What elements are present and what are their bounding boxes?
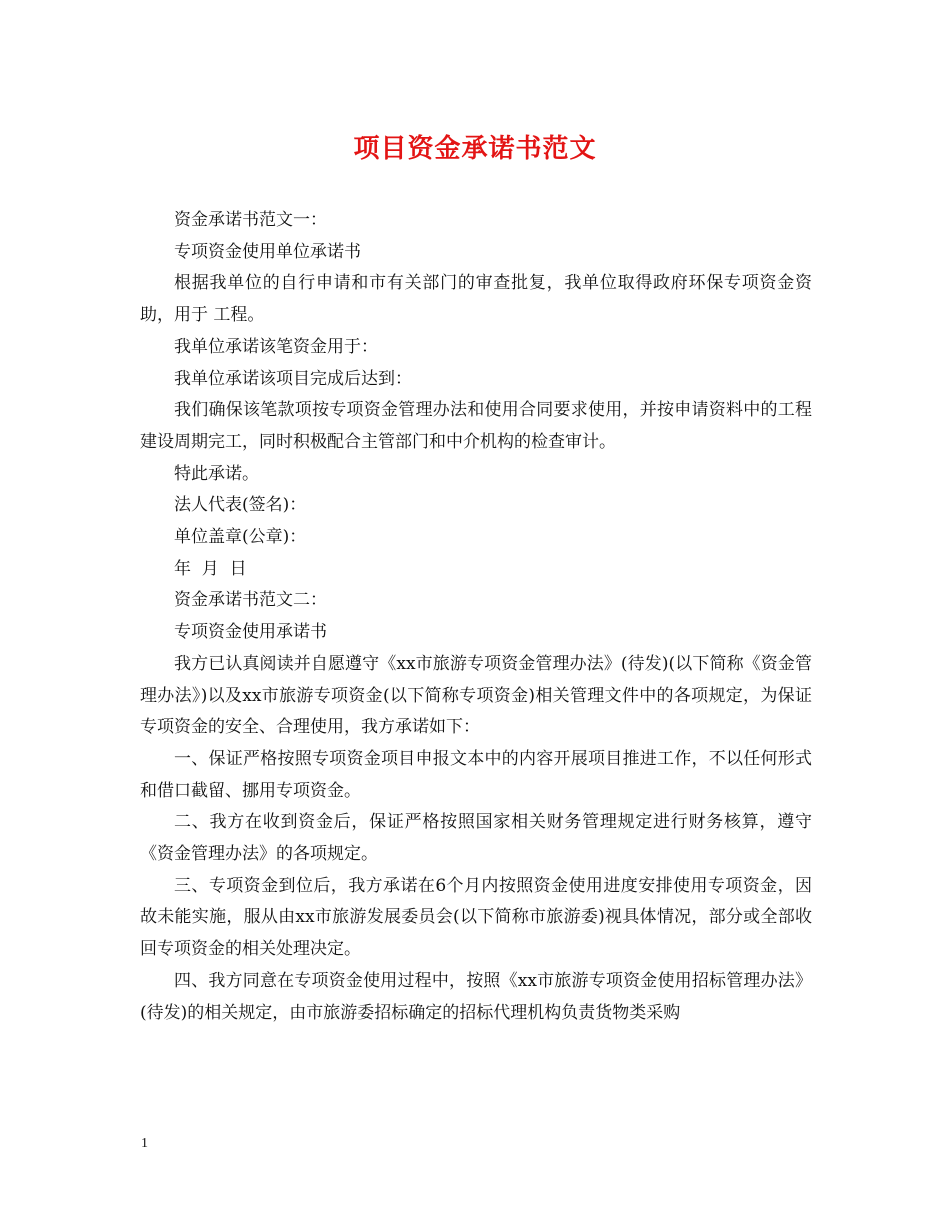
- document-body: [140, 205, 812, 1029]
- paragraph: 我单位承诺该项目完成后达到：: [174, 368, 412, 389]
- paragraph: 年 月 日: [174, 558, 247, 579]
- paragraph: 专项资金使用承诺书: [174, 622, 327, 643]
- document-title: 项目资金承诺书范文: [353, 134, 597, 164]
- paragraph: 二、我方在收到资金后，保证严格按照国家相关财务管理规定进行财务核算，遵守《资金管理办法》的各项规定。: [140, 812, 812, 865]
- page-number: 1: [141, 1136, 148, 1151]
- paragraph: 四、我方同意在专项资金使用过程中，按照《xx市旅游专项资金使用招标管理办法》(待发)的相关规定，由市旅游委招标确定的招标代理机构负责货物类采购: [140, 970, 812, 1023]
- paragraph: 资金承诺书范文一：: [174, 210, 327, 230]
- paragraph: 法人代表(签名)：: [174, 495, 307, 516]
- paragraph: 专项资金使用单位承诺书: [174, 241, 361, 262]
- paragraph: 根据我单位的自行申请和市有关部门的审查批复，我单位取得政府环保专项资金资助，用于 工程。: [140, 273, 812, 326]
- paragraph: 我们确保该笔款项按专项资金管理办法和使用合同要求使用，并按申请资料中的工程建设周期完工，同时积极配合主管部门和中介机构的检查审计。: [140, 400, 812, 452]
- paragraph: 资金承诺书范文二：: [174, 590, 327, 611]
- paragraph: 我单位承诺该笔资金用于：: [174, 336, 378, 357]
- paragraph: 三、专项资金到位后，我方承诺在6个月内按照资金使用进度安排使用专项资金，因故未能实施，服从由xx市旅游发展委员会(以下简称市旅游委)视具体情况，部分或全部收回专项资金的相关处理决定。: [140, 875, 812, 960]
- paragraph: 一、保证严格按照专项资金项目申报文本中的内容开展项目推进工作，不以任何形式和借口截留、挪用专项资金。: [140, 748, 812, 801]
- paragraph: 我方已认真阅读并自愿遵守《xx市旅游专项资金管理办法》(待发)(以下简称《资金管理办法》)以及xx市旅游专项资金(以下简称专项资金)相关管理文件中的各项规定，为保证专项资金的安全、合理使用，我方承诺如下：: [140, 653, 812, 738]
- paragraph: 特此承诺。: [174, 463, 259, 484]
- paragraph: 单位盖章(公章)：: [174, 527, 307, 548]
